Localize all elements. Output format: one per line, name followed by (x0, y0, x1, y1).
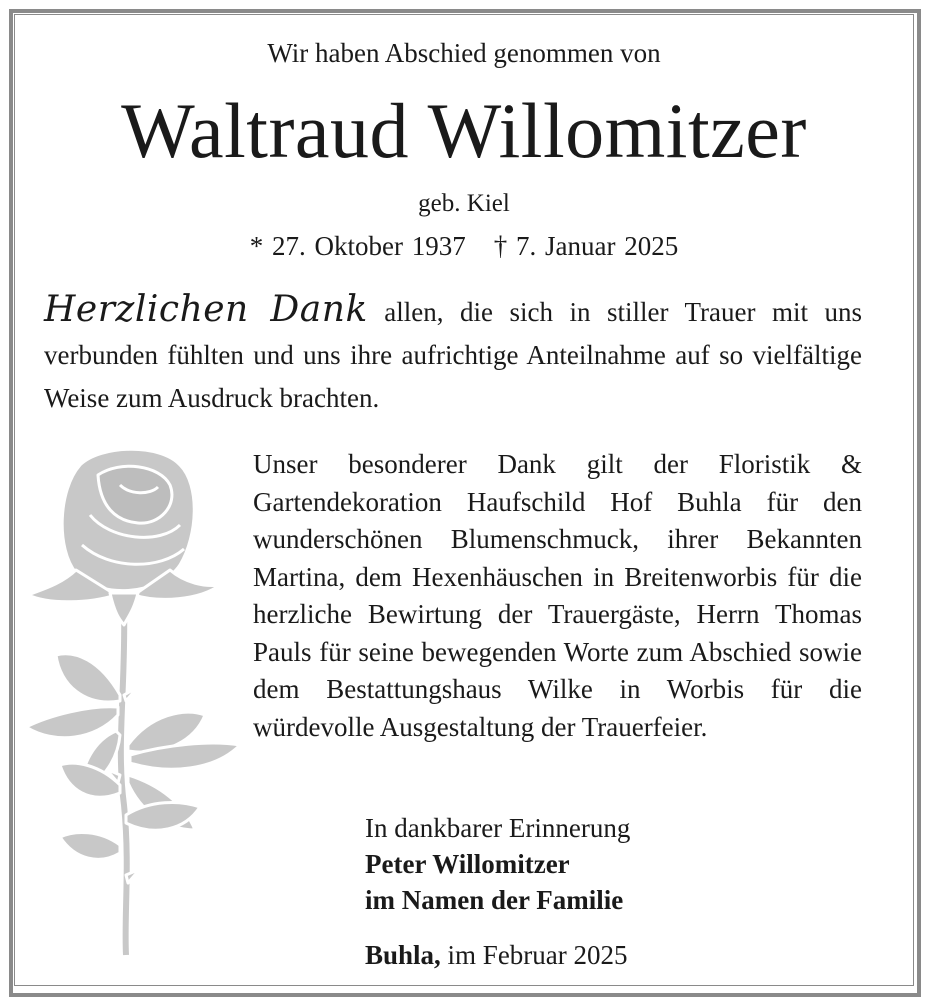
place-and-date (365, 940, 628, 971)
intro-text: Wir haben Abschied genommen von (267, 38, 661, 68)
thanks-paragraph (44, 288, 862, 420)
rose-icon (20, 445, 245, 960)
signer-role: im Namen der Familie (365, 885, 624, 915)
maiden-name: geb. Kiel (418, 190, 510, 217)
signer-name: Peter Willomitzer (365, 849, 570, 879)
signature-block (365, 810, 630, 918)
birth-date: * 27. Oktober 1937 (249, 231, 466, 261)
death-date: † 7. Januar 2025 (493, 231, 679, 261)
closing-line: In dankbarer Erinnerung (365, 813, 631, 843)
place-name: Buhla, (365, 940, 441, 970)
deceased-name: Waltraud Willomitzer (121, 87, 807, 174)
notice-date: im Februar 2025 (447, 940, 628, 970)
herzlichen-dank-heading: Herzlichen Dank (44, 289, 368, 330)
life-dates (0, 231, 928, 262)
special-thanks-paragraph: Unser besonderer Dank gilt der Floristik & Gartendekoration Haufschild Hof Buhla für den wunderschönen Blumenschmuck, ihrer Bekannten Martina, dem Hexenhäuschen in Breitenworbis für die herzliche Bewirtung der Trauergäste, Herrn Thomas Pauls für seine bewegenden Worte zum Abschied sowie dem Bestattungshaus Wilke in Worbis für die würdevolle Ausgestaltung der Trauerfeier. (253, 449, 862, 742)
thanks-text: allen, die sich in stiller Trauer mit uns verbunden fühlten und uns ihre aufrichtige Anteilnahme auf so vielfältige Weise zum Ausdruck brachten. (44, 297, 862, 413)
